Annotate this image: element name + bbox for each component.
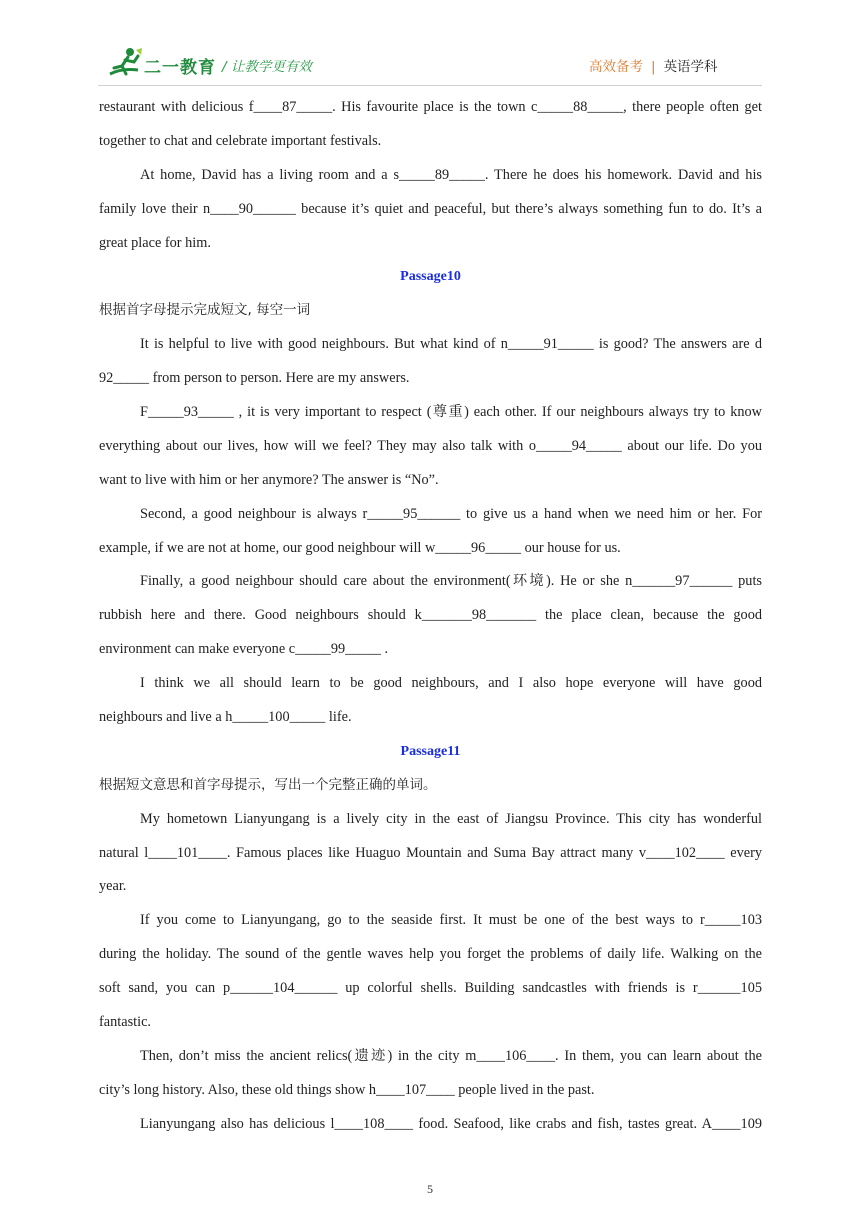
text-line: example, if we are not at home, our good neighbour will w_____96_____ our house for us. <box>99 539 621 556</box>
text-line: during the holiday. The sound of the gentle waves help you forget the problems of daily life. Walking on the <box>99 946 762 963</box>
text-line: rubbish here and there. Good neighbours should k_______98_______ the place clean, because the good <box>99 607 762 624</box>
document-body <box>99 91 762 1142</box>
header-subject-label: 英语学科 <box>663 59 718 75</box>
slogan: / 让教学更有效 <box>222 59 312 75</box>
header-divider <box>98 85 762 86</box>
passage-title: Passage10 <box>400 269 461 285</box>
text-line: I think we all should learn to be good neighbours, and I also hope everyone will have good <box>140 675 762 692</box>
page-number: 5 <box>427 1182 433 1196</box>
text-line: year. <box>99 878 127 895</box>
text-line: great place for him. <box>99 234 211 251</box>
text-line: If you come to Lianyungang, go to the seaside first. It must be one of the best ways to r_____103 <box>140 912 762 929</box>
brand-name: 二一教育 <box>144 58 216 78</box>
text-line: It is helpful to live with good neighbours. But what kind of n_____91_____ is good? The answers are d <box>140 336 762 353</box>
text-line: restaurant with delicious f____87_____. His favourite place is the town c_____88_____, there people often get <box>99 99 762 115</box>
text-line: fantastic. <box>99 1014 152 1031</box>
text-line: family love their n____90______ because it’s quiet and peaceful, but there’s always something fun to do. It’s a <box>99 200 762 217</box>
text-line: together to chat and celebrate important festivals. <box>99 132 382 149</box>
text-line: Second, a good neighbour is always r_____95______ to give us a hand when we need him or her. For <box>140 505 762 522</box>
text-line: everything about our lives, how will we feel? They may also talk with o_____94_____ about our life. Do you <box>99 437 762 454</box>
text-line: natural l____101____. Famous places like Huaguo Mountain and Suma Bay attract many v____102____ every <box>99 844 762 861</box>
header-tag: 高效备考 <box>589 59 643 75</box>
text-line: F_____93_____ , it is very important to respect (尊重) each other. If our neighbours always try to know <box>140 404 762 421</box>
text-line: soft sand, you can p______104______ up colorful shells. Building sandcastles with friends is r______105 <box>99 980 762 997</box>
text-line: My hometown Lianyungang is a lively city in the east of Jiangsu Province. This city has wonderful <box>140 810 762 827</box>
header-separator: | <box>651 59 656 75</box>
text-line: want to live with him or her anymore? The answer is “No”. <box>99 471 439 488</box>
text-line: Finally, a good neighbour should care about the environment(环境). He or she n______97______ puts <box>140 573 762 590</box>
page-header <box>0 0 860 92</box>
header-subject <box>589 55 718 75</box>
instruction-line: 根据短文意思和首字母提示，写出一个完整正确的单词。 <box>99 776 437 793</box>
instruction-line: 根据首字母提示完成短文, 每空一词 <box>99 302 311 319</box>
text-line: city’s long history. Also, these old things show h____107____ people lived in the past. <box>99 1081 595 1098</box>
text-line: neighbours and live a h_____100_____ life. <box>99 709 352 726</box>
text-line: At home, David has a living room and a s_____89_____. There he does his homework. David and his <box>140 166 762 183</box>
text-line: 92_____ from person to person. Here are my answers. <box>99 370 410 387</box>
text-line: environment can make everyone c_____99_____ . <box>99 641 389 658</box>
text-line: Then, don’t miss the ancient relics(遗迹) in the city m____106____. In them, you can learn about the <box>140 1047 762 1064</box>
passage-title: Passage11 <box>400 743 461 759</box>
text-line: Lianyungang also has delicious l____108____ food. Seafood, like crabs and fish, tastes great. A____109 <box>140 1115 762 1132</box>
